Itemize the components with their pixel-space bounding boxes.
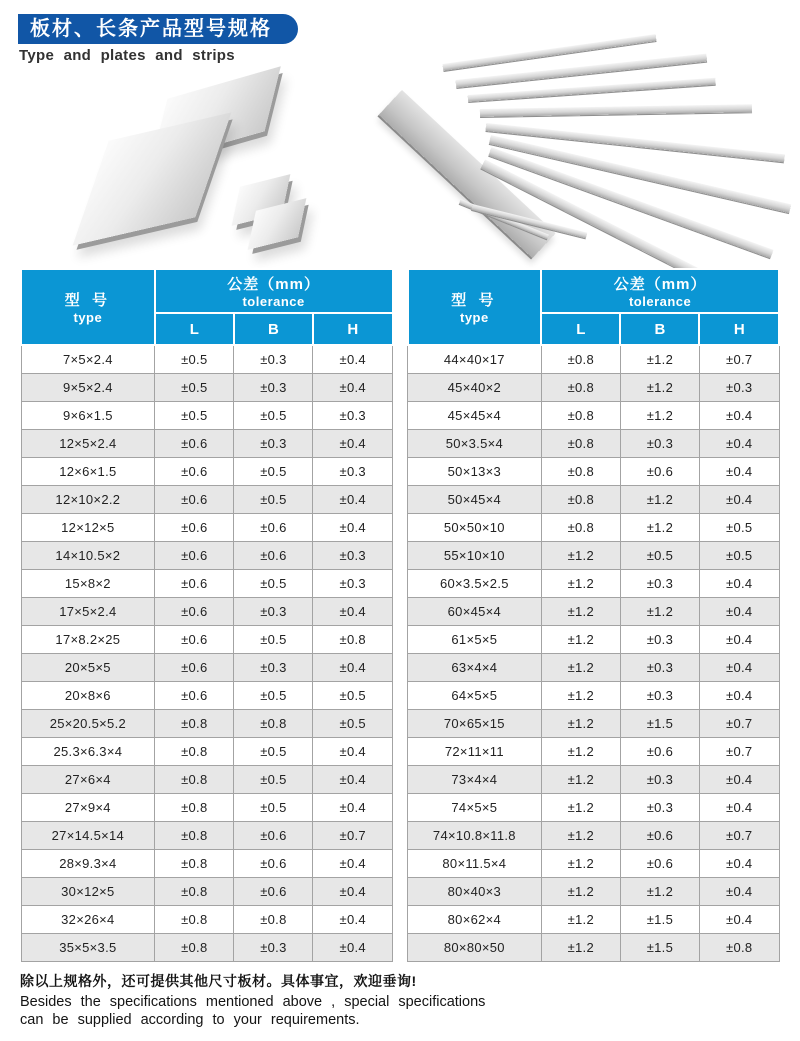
type-label-cn: 型 号 xyxy=(451,292,498,309)
type-column-header xyxy=(408,269,542,345)
table-row xyxy=(21,430,393,458)
table-row xyxy=(408,850,780,878)
type-cell: 17×8.2×25 xyxy=(21,626,155,654)
table-row xyxy=(408,906,780,934)
tolerance-cell-L: ±0.6 xyxy=(155,458,234,486)
tolerance-cell-L: ±0.6 xyxy=(155,598,234,626)
tolerance-cell-H: ±0.4 xyxy=(699,906,779,934)
table-row xyxy=(408,682,780,710)
table-row xyxy=(408,430,780,458)
tolerance-cell-B: ±0.5 xyxy=(234,794,313,822)
type-cell: 60×3.5×2.5 xyxy=(408,570,542,598)
tolerance-cell-H: ±0.4 xyxy=(699,458,779,486)
tolerance-cell-B: ±0.6 xyxy=(620,822,699,850)
type-label-en: type xyxy=(460,310,489,325)
tolerance-cell-L: ±0.8 xyxy=(541,430,620,458)
tolerance-cell-B: ±0.3 xyxy=(620,654,699,682)
tolerance-cell-L: ±0.6 xyxy=(155,654,234,682)
spec-table-left xyxy=(20,268,394,962)
page-subtitle: Type and plates and strips xyxy=(19,47,235,64)
table-row xyxy=(21,654,393,682)
tolerance-cell-L: ±1.2 xyxy=(541,766,620,794)
tolerance-cell-B: ±0.5 xyxy=(234,682,313,710)
type-cell: 12×6×1.5 xyxy=(21,458,155,486)
table-row xyxy=(21,682,393,710)
type-cell: 63×4×4 xyxy=(408,654,542,682)
tolerance-cell-H: ±0.5 xyxy=(699,514,779,542)
tolerance-cell-B: ±1.2 xyxy=(620,345,699,374)
tolerance-cell-H: ±0.4 xyxy=(699,402,779,430)
table-row xyxy=(21,878,393,906)
tolerance-cell-B: ±0.3 xyxy=(234,345,313,374)
tolerance-cell-L: ±1.2 xyxy=(541,738,620,766)
type-cell: 9×6×1.5 xyxy=(21,402,155,430)
tolerance-label-cn: 公差（mm） xyxy=(227,276,320,293)
tolerance-cell-L: ±1.2 xyxy=(541,878,620,906)
tolerance-cell-H: ±0.3 xyxy=(313,402,393,430)
table-row xyxy=(408,626,780,654)
type-cell: 20×8×6 xyxy=(21,682,155,710)
tolerance-cell-H: ±0.3 xyxy=(313,570,393,598)
type-cell: 14×10.5×2 xyxy=(21,542,155,570)
tolerance-cell-H: ±0.4 xyxy=(699,654,779,682)
tolerance-cell-L: ±1.2 xyxy=(541,794,620,822)
type-label-cn: 型 号 xyxy=(64,292,111,309)
table-row xyxy=(21,570,393,598)
table-row xyxy=(21,598,393,626)
page-title-banner: 板材、长条产品型号规格 xyxy=(18,14,298,44)
table-row xyxy=(408,374,780,402)
tolerance-cell-B: ±0.3 xyxy=(620,682,699,710)
tolerance-label-cn: 公差（mm） xyxy=(613,276,707,293)
spec-table-right xyxy=(407,268,781,962)
tolerance-cell-H: ±0.4 xyxy=(313,850,393,878)
table-row xyxy=(408,345,780,374)
tolerance-cell-H: ±0.3 xyxy=(313,458,393,486)
tolerance-cell-L: ±1.2 xyxy=(541,906,620,934)
tolerance-cell-B: ±1.5 xyxy=(620,710,699,738)
tolerance-cell-L: ±0.8 xyxy=(541,374,620,402)
tolerance-cell-H: ±0.5 xyxy=(313,682,393,710)
tolerance-cell-L: ±0.8 xyxy=(155,738,234,766)
type-cell: 32×26×4 xyxy=(21,906,155,934)
type-cell: 17×5×2.4 xyxy=(21,598,155,626)
tolerance-cell-B: ±0.6 xyxy=(620,850,699,878)
tolerance-cell-H: ±0.8 xyxy=(313,626,393,654)
tolerance-cell-H: ±0.4 xyxy=(699,570,779,598)
tolerance-column-header xyxy=(541,269,779,313)
tolerance-cell-L: ±0.8 xyxy=(541,514,620,542)
type-cell: 50×3.5×4 xyxy=(408,430,542,458)
tolerance-cell-H: ±0.4 xyxy=(313,738,393,766)
tolerance-cell-B: ±1.2 xyxy=(620,402,699,430)
tolerance-cell-L: ±0.8 xyxy=(155,906,234,934)
col-header-H: H xyxy=(313,313,393,345)
tolerance-cell-H: ±0.5 xyxy=(699,542,779,570)
tolerance-cell-H: ±0.4 xyxy=(313,878,393,906)
table-row xyxy=(408,486,780,514)
tolerance-cell-H: ±0.4 xyxy=(313,486,393,514)
table-row xyxy=(21,850,393,878)
tolerance-cell-B: ±0.3 xyxy=(620,794,699,822)
tolerance-cell-B: ±0.3 xyxy=(620,570,699,598)
tolerance-cell-B: ±0.5 xyxy=(234,458,313,486)
tolerance-cell-L: ±0.8 xyxy=(155,934,234,962)
type-cell: 12×5×2.4 xyxy=(21,430,155,458)
tolerance-cell-L: ±0.6 xyxy=(155,542,234,570)
table-row xyxy=(21,738,393,766)
type-cell: 7×5×2.4 xyxy=(21,345,155,374)
tolerance-cell-L: ±0.6 xyxy=(155,626,234,654)
plate-image xyxy=(73,112,232,245)
table-row xyxy=(21,934,393,962)
tolerance-cell-L: ±1.2 xyxy=(541,822,620,850)
type-cell: 27×14.5×14 xyxy=(21,822,155,850)
tolerance-cell-H: ±0.4 xyxy=(313,430,393,458)
tolerance-cell-B: ±0.3 xyxy=(234,374,313,402)
tolerance-cell-B: ±0.6 xyxy=(234,542,313,570)
tolerance-cell-H: ±0.4 xyxy=(699,850,779,878)
tolerance-cell-L: ±0.8 xyxy=(155,794,234,822)
tolerance-cell-L: ±1.2 xyxy=(541,682,620,710)
tolerance-cell-L: ±1.2 xyxy=(541,542,620,570)
tolerance-cell-L: ±1.2 xyxy=(541,850,620,878)
table-row xyxy=(21,766,393,794)
table-row xyxy=(408,542,780,570)
type-label-en: type xyxy=(73,310,103,325)
type-cell: 25×20.5×5.2 xyxy=(21,710,155,738)
tolerance-cell-L: ±0.5 xyxy=(155,345,234,374)
tolerance-cell-L: ±0.8 xyxy=(155,850,234,878)
tolerance-cell-L: ±0.8 xyxy=(541,486,620,514)
tolerance-cell-H: ±0.4 xyxy=(313,766,393,794)
tolerance-cell-B: ±0.5 xyxy=(234,402,313,430)
tolerance-cell-H: ±0.4 xyxy=(313,794,393,822)
tolerance-cell-B: ±0.6 xyxy=(620,738,699,766)
tolerance-cell-B: ±0.3 xyxy=(620,766,699,794)
tolerance-cell-H: ±0.7 xyxy=(699,345,779,374)
table-row xyxy=(408,598,780,626)
type-cell: 80×62×4 xyxy=(408,906,542,934)
tolerance-cell-B: ±1.2 xyxy=(620,374,699,402)
tolerance-cell-L: ±0.6 xyxy=(155,486,234,514)
table-row xyxy=(408,654,780,682)
type-cell: 28×9.3×4 xyxy=(21,850,155,878)
metal-strips-photo xyxy=(398,22,794,254)
metal-plates-photo xyxy=(75,82,395,262)
type-cell: 35×5×3.5 xyxy=(21,934,155,962)
type-cell: 12×12×5 xyxy=(21,514,155,542)
type-cell: 25.3×6.3×4 xyxy=(21,738,155,766)
tolerance-cell-B: ±0.8 xyxy=(234,906,313,934)
tolerance-cell-B: ±0.3 xyxy=(234,430,313,458)
tolerance-cell-L: ±0.8 xyxy=(155,766,234,794)
table-row xyxy=(408,710,780,738)
table-row xyxy=(21,486,393,514)
tolerance-cell-H: ±0.4 xyxy=(313,906,393,934)
tolerance-cell-L: ±0.5 xyxy=(155,402,234,430)
tolerance-cell-L: ±0.8 xyxy=(155,710,234,738)
tolerance-cell-H: ±0.4 xyxy=(699,794,779,822)
table-row xyxy=(21,626,393,654)
tolerance-cell-H: ±0.4 xyxy=(699,430,779,458)
type-cell: 45×40×2 xyxy=(408,374,542,402)
tolerance-cell-H: ±0.5 xyxy=(313,710,393,738)
table-row xyxy=(408,402,780,430)
type-cell: 55×10×10 xyxy=(408,542,542,570)
table-row xyxy=(408,570,780,598)
tolerance-cell-H: ±0.4 xyxy=(699,878,779,906)
table-row xyxy=(21,542,393,570)
table-row xyxy=(408,738,780,766)
table-row xyxy=(21,345,393,374)
tolerance-cell-H: ±0.7 xyxy=(699,710,779,738)
table-row xyxy=(408,514,780,542)
col-header-L: L xyxy=(155,313,234,345)
tolerance-cell-L: ±1.2 xyxy=(541,570,620,598)
tolerance-cell-H: ±0.7 xyxy=(699,822,779,850)
tolerance-cell-B: ±0.3 xyxy=(620,430,699,458)
table-row xyxy=(408,934,780,962)
table-row xyxy=(21,514,393,542)
col-header-B: B xyxy=(234,313,313,345)
tolerance-cell-H: ±0.4 xyxy=(313,598,393,626)
type-cell: 80×80×50 xyxy=(408,934,542,962)
tolerance-cell-L: ±0.6 xyxy=(155,682,234,710)
type-cell: 64×5×5 xyxy=(408,682,542,710)
type-cell: 44×40×17 xyxy=(408,345,542,374)
tolerance-cell-L: ±1.2 xyxy=(541,934,620,962)
table-row xyxy=(408,458,780,486)
table-row xyxy=(21,822,393,850)
tolerance-cell-H: ±0.4 xyxy=(699,766,779,794)
tolerance-cell-L: ±1.2 xyxy=(541,654,620,682)
tolerance-cell-B: ±0.3 xyxy=(234,654,313,682)
tolerance-cell-B: ±1.2 xyxy=(620,486,699,514)
table-row xyxy=(408,766,780,794)
type-column-header xyxy=(21,269,155,345)
tolerance-cell-B: ±0.3 xyxy=(234,934,313,962)
type-cell: 61×5×5 xyxy=(408,626,542,654)
type-cell: 20×5×5 xyxy=(21,654,155,682)
tolerance-cell-B: ±0.6 xyxy=(234,514,313,542)
table-row xyxy=(21,906,393,934)
type-cell: 50×50×10 xyxy=(408,514,542,542)
tolerance-cell-B: ±1.2 xyxy=(620,878,699,906)
tolerance-cell-L: ±0.8 xyxy=(541,402,620,430)
tolerance-cell-B: ±0.8 xyxy=(234,710,313,738)
tolerance-cell-B: ±0.6 xyxy=(620,458,699,486)
tolerance-cell-B: ±1.2 xyxy=(620,514,699,542)
tolerance-cell-B: ±1.5 xyxy=(620,906,699,934)
table-row xyxy=(21,794,393,822)
tolerance-label-en: tolerance xyxy=(242,294,305,309)
tolerance-column-header xyxy=(155,269,393,313)
type-cell: 73×4×4 xyxy=(408,766,542,794)
type-cell: 9×5×2.4 xyxy=(21,374,155,402)
tolerance-cell-B: ±0.6 xyxy=(234,822,313,850)
tolerance-cell-H: ±0.4 xyxy=(699,598,779,626)
type-cell: 72×11×11 xyxy=(408,738,542,766)
tolerance-cell-L: ±0.6 xyxy=(155,570,234,598)
tolerance-cell-L: ±0.6 xyxy=(155,514,234,542)
type-cell: 27×6×4 xyxy=(21,766,155,794)
table-row xyxy=(21,374,393,402)
type-cell: 30×12×5 xyxy=(21,878,155,906)
tolerance-cell-H: ±0.7 xyxy=(699,738,779,766)
tolerance-cell-L: ±1.2 xyxy=(541,598,620,626)
type-cell: 80×11.5×4 xyxy=(408,850,542,878)
type-cell: 80×40×3 xyxy=(408,878,542,906)
footer-line-en2: can be supplied according to your requirements. xyxy=(20,1012,360,1029)
tolerance-cell-L: ±0.8 xyxy=(541,345,620,374)
tolerance-cell-H: ±0.4 xyxy=(699,626,779,654)
tolerance-cell-B: ±0.5 xyxy=(234,570,313,598)
tolerance-cell-L: ±0.6 xyxy=(155,430,234,458)
col-header-H: H xyxy=(699,313,779,345)
table-row xyxy=(408,794,780,822)
tolerance-cell-H: ±0.4 xyxy=(313,345,393,374)
table-row xyxy=(408,878,780,906)
tolerance-cell-B: ±0.3 xyxy=(234,598,313,626)
tolerance-cell-L: ±0.8 xyxy=(541,458,620,486)
tolerance-cell-B: ±0.5 xyxy=(620,542,699,570)
tolerance-cell-L: ±0.5 xyxy=(155,374,234,402)
table-row xyxy=(21,402,393,430)
tolerance-cell-B: ±0.5 xyxy=(234,738,313,766)
col-header-B: B xyxy=(620,313,699,345)
type-cell: 12×10×2.2 xyxy=(21,486,155,514)
footer-line-cn: 除以上规格外，还可提供其他尺寸板材。具体事宜，欢迎垂询! xyxy=(20,973,417,989)
type-cell: 74×10.8×11.8 xyxy=(408,822,542,850)
metal-strip-image xyxy=(480,104,752,117)
tolerance-cell-B: ±0.6 xyxy=(234,850,313,878)
tolerance-cell-B: ±0.5 xyxy=(234,766,313,794)
tolerance-cell-H: ±0.3 xyxy=(313,542,393,570)
tolerance-cell-L: ±1.2 xyxy=(541,710,620,738)
tolerance-cell-H: ±0.4 xyxy=(313,374,393,402)
spec-tables xyxy=(20,268,780,962)
tolerance-cell-H: ±0.3 xyxy=(699,374,779,402)
type-cell: 70×65×15 xyxy=(408,710,542,738)
tolerance-cell-L: ±0.8 xyxy=(155,822,234,850)
col-header-L: L xyxy=(541,313,620,345)
type-cell: 15×8×2 xyxy=(21,570,155,598)
tolerance-cell-L: ±0.8 xyxy=(155,878,234,906)
tolerance-cell-H: ±0.4 xyxy=(313,654,393,682)
type-cell: 45×45×4 xyxy=(408,402,542,430)
tolerance-cell-B: ±0.6 xyxy=(234,878,313,906)
table-row xyxy=(21,458,393,486)
tolerance-cell-B: ±0.5 xyxy=(234,626,313,654)
tolerance-cell-L: ±1.2 xyxy=(541,626,620,654)
tolerance-cell-H: ±0.4 xyxy=(313,934,393,962)
table-row xyxy=(21,710,393,738)
tolerance-cell-H: ±0.4 xyxy=(313,514,393,542)
type-cell: 50×45×4 xyxy=(408,486,542,514)
footer-note xyxy=(20,971,640,1029)
type-cell: 27×9×4 xyxy=(21,794,155,822)
tolerance-cell-B: ±0.5 xyxy=(234,486,313,514)
tolerance-cell-B: ±0.3 xyxy=(620,626,699,654)
tolerance-cell-H: ±0.7 xyxy=(313,822,393,850)
type-cell: 60×45×4 xyxy=(408,598,542,626)
footer-line-en1: Besides the specifications mentioned above , special specifications xyxy=(20,994,486,1010)
type-cell: 50×13×3 xyxy=(408,458,542,486)
tolerance-cell-B: ±1.2 xyxy=(620,598,699,626)
tolerance-cell-H: ±0.8 xyxy=(699,934,779,962)
tolerance-cell-B: ±1.5 xyxy=(620,934,699,962)
table-row xyxy=(408,822,780,850)
tolerance-cell-H: ±0.4 xyxy=(699,682,779,710)
metal-strip-image xyxy=(486,123,785,162)
tolerance-label-en: tolerance xyxy=(628,294,692,309)
tolerance-cell-H: ±0.4 xyxy=(699,486,779,514)
type-cell: 74×5×5 xyxy=(408,794,542,822)
